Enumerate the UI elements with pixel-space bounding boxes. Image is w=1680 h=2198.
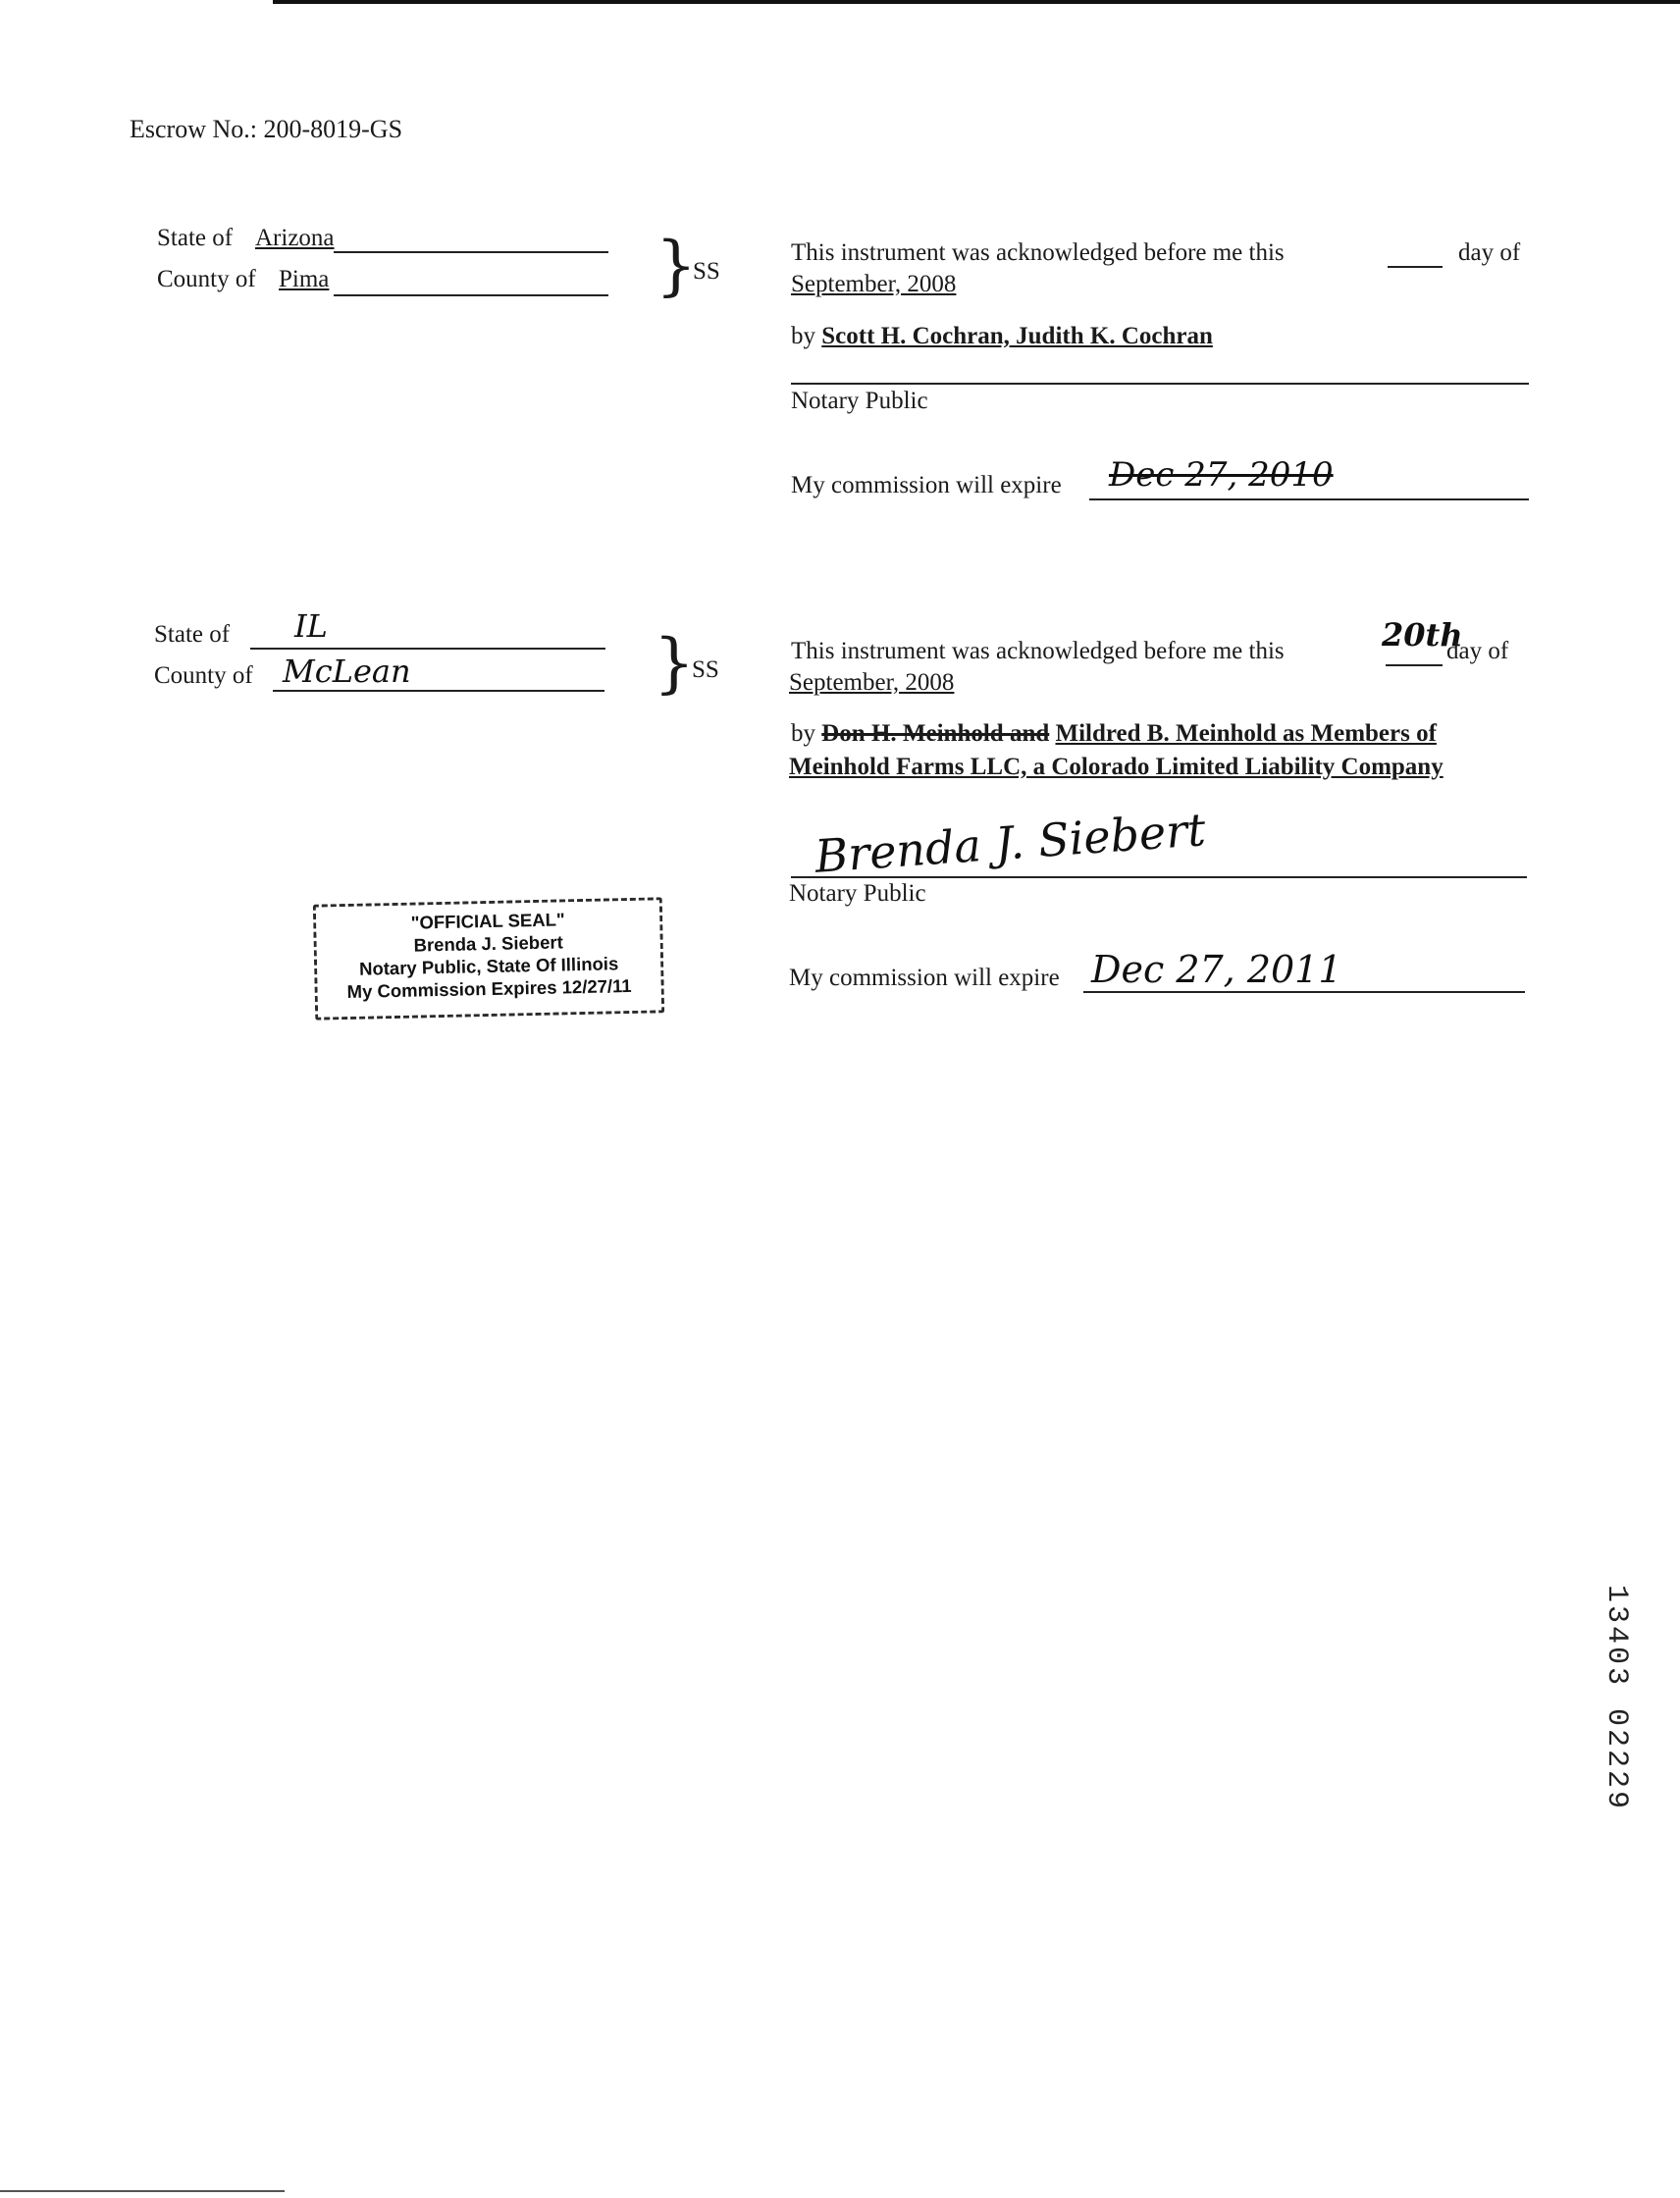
block2-county-label: County of (154, 662, 253, 689)
block1-by-label: by (791, 323, 815, 349)
block1-ack-text: This instrument was acknowledged before me this (791, 239, 1285, 266)
seal-office: Notary Public, State Of Illinois (358, 953, 619, 979)
block1-county-line (334, 294, 608, 296)
block2-notary-label: Notary Public (789, 880, 926, 907)
block1-ack-date: September, 2008 (791, 271, 957, 297)
block1-state-value: Arizona (255, 225, 335, 251)
block1-ss: SS (693, 258, 720, 285)
block1-notary-label: Notary Public (791, 388, 928, 414)
block1-county-value: Pima (279, 266, 330, 292)
block2-county-line (273, 690, 604, 692)
official-seal-stamp (313, 897, 664, 1020)
scan-bottom-mark (0, 2190, 285, 2192)
seal-title: "OFFICIAL SEAL" (410, 909, 565, 933)
block2-day-blank (1386, 664, 1443, 666)
block2-ss: SS (692, 656, 719, 683)
block2-by-struck: Don H. Meinhold and (821, 720, 1050, 747)
block1-day-of: day of (1458, 239, 1521, 266)
escrow-number: 200-8019-GS (263, 115, 403, 143)
block2-by-label: by (791, 720, 815, 747)
notary-signature: Brenda J. Siebert (813, 803, 1208, 883)
block2-county-value: McLean (283, 653, 411, 690)
block1-brace: } (656, 228, 697, 303)
block2-brace: } (654, 625, 695, 701)
block2-by-names-line2: Meinhold Farms LLC, a Colorado Limited Liability Company (789, 754, 1444, 780)
block2-state-value: IL (294, 607, 328, 645)
block1-day-blank (1388, 266, 1443, 268)
block1-notary-signature-line (791, 383, 1529, 385)
block2-commission-line (1083, 991, 1525, 993)
block2-by-line (791, 720, 1437, 749)
block2-day-value: 20th (1382, 616, 1463, 654)
block1-by-line (791, 323, 1213, 351)
escrow-line (130, 115, 402, 144)
block2-state-line (250, 648, 605, 650)
block2-state-label: State of (154, 621, 231, 648)
block2-notary-signature-line (791, 876, 1527, 878)
block1-state-line (334, 251, 608, 253)
block1-state-label: State of (157, 225, 234, 251)
block1-commission-label: My commission will expire (791, 472, 1062, 498)
block2-ack-date: September, 2008 (789, 669, 955, 696)
block1-commission-value: Dec 27, 2010 (1109, 455, 1334, 495)
document-number: 13403 02229 (1600, 1585, 1633, 1812)
seal-name: Brenda J. Siebert (413, 931, 563, 956)
block2-by-names-line1: Mildred B. Meinhold as Members of (1055, 720, 1437, 747)
seal-expiry: My Commission Expires 12/27/11 (346, 974, 632, 1003)
block2-ack-text: This instrument was acknowledged before me this (791, 638, 1285, 664)
block1-commission-line (1089, 498, 1529, 500)
block2-commission-label: My commission will expire (789, 965, 1060, 991)
scan-top-border (273, 0, 1680, 4)
block1-by-names: Scott H. Cochran, Judith K. Cochran (821, 323, 1213, 349)
block2-commission-value: Dec 27, 2011 (1091, 948, 1342, 991)
block2-day-of: day of (1446, 638, 1509, 664)
block1-county-label: County of (157, 266, 256, 292)
escrow-label: Escrow No.: (130, 115, 257, 143)
